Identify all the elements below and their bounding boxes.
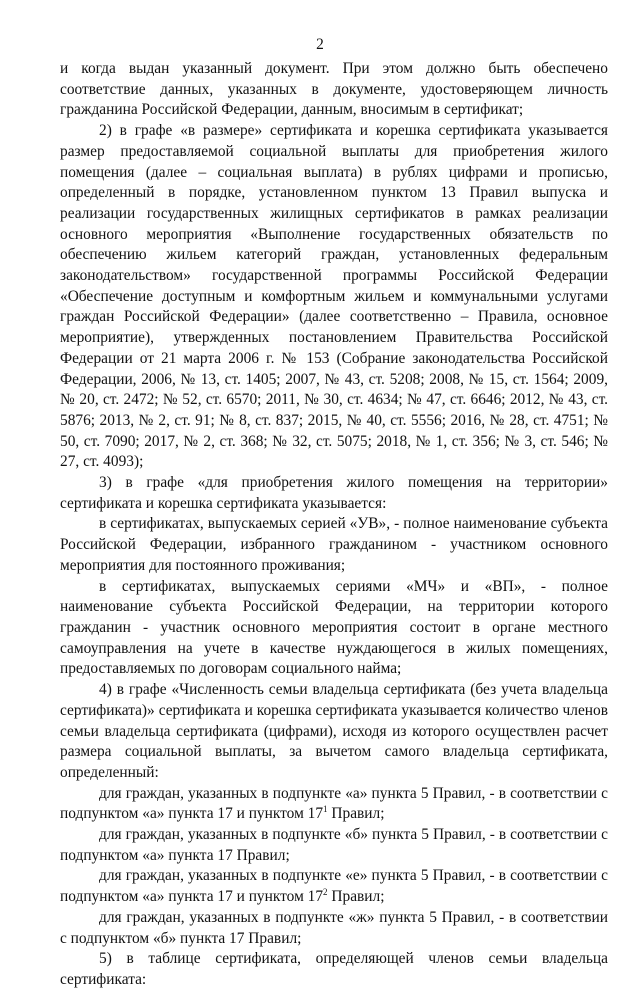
paragraph-item-4-a-tail: Правил;	[327, 805, 385, 823]
paragraph-item-5: 5) в таблице сертификата, определяющей членов семьи владельца сертификата:	[60, 950, 608, 988]
paragraph-item-2: 2) в графе «в размере» сертификата и корешка сертификата указывается размер предоставляемой социальной выплаты для приобретения жилого помещения (далее – социальная выплата) в рублях цифрами и прописью, определенный в порядке, установленном пунктом 13 Правил выпуска и реализации государственных жилищных сертификатов в рамках реализации основного мероприятия «Выполнение государственных обязательств по обеспечению жильем категорий граждан, установленных федеральным законодательством» государственной программы Российской Федерации «Обеспечение доступным и комфортным жильем и коммунальными услугами граждан Российской Федерации» (далее соответственно – Правила, основное мероприятие), утвержденных постановлением Правительства Российской Федерации от 21 марта 2006 г. № 153 (Собрание законодательства Российской Федерации, 2006, № 13, ст. 1405; 2007, № 43, ст. 5208; 2008, № 15, ст. 1564; 2009, № 20, ст. 2472; № 52, ст. 6570; 2011, № 30, ст. 4634; № 47, ст. 6646; 2012, № 43, ст. 5876; 2013, № 2, ст. 91; № 8, ст. 837; 2015, № 40, ст. 5556; 2016, № 28, ст. 4751; № 50, ст. 7090; 2017, № 2, ст. 368; № 32, ст. 5075; 2018, № 1, ст. 356; № 3, ст. 546; № 27, ст. 4093);	[60, 122, 608, 471]
paragraph-item-4-a	[60, 784, 608, 825]
paragraph-item-4-e	[60, 866, 608, 907]
page-number: 2	[316, 36, 324, 53]
paragraph-item-4-zh: для граждан, указанных в подпункте «ж» пункта 5 Правил, - в соответствии с подпунктом «б» пункта 17 Правил;	[60, 908, 608, 947]
paragraph-item-3-mch-vp: в сертификатах, выпускаемых сериями «МЧ» и «ВП», - полное наименование субъекта Российской Федерации, на территории которого гражданин - участник основного мероприятия состоит в органе местного самоуправления на учете в качестве нуждающегося в жилых помещениях, предоставляемых по договорам социального найма;	[60, 577, 608, 678]
paragraph-item-3: 3) в графе «для приобретения жилого помещения на территории» сертификата и корешка сертификата указывается:	[60, 474, 608, 512]
paragraph-item-4-e-sup: 2	[323, 887, 328, 898]
paragraph-item-4-a-sup: 1	[323, 804, 328, 815]
paragraph-item-3-uv: в сертификатах, выпускаемых серией «УВ», - полное наименование субъекта Российской Федерации, избранного гражданином - участником основного мероприятия для постоянного проживания;	[60, 515, 608, 574]
paragraph-item-4-e-tail: Правил;	[327, 888, 385, 906]
paragraph-intro: и когда выдан указанный документ. При этом должно быть обеспечено соответствие данных, указанных в документе, удостоверяющем личность гражданина Российской Федерации, данным, вносимым в сертификат;	[60, 60, 608, 119]
paragraph-item-4-a-text: для граждан, указанных в подпункте «а» пункта 5 Правил, - в соответствии с подпунктом «а» пункта 17 и пунктом 17	[60, 784, 608, 823]
paragraph-item-4-e-text: для граждан, указанных в подпункте «е» пункта 5 Правил, - в соответствии с подпунктом «а» пункта 17 и пунктом 17	[60, 867, 608, 906]
paragraph-item-4-b: для граждан, указанных в подпункте «б» пункта 5 Правил, - в соответствии с подпунктом «а» пункта 17 Правил;	[60, 826, 608, 864]
document-body	[60, 59, 608, 991]
paragraph-item-4: 4) в графе «Численность семьи владельца сертификата (без учета владельца сертификата)» сертификата и корешка сертификата указывается количество членов семьи владельца сертификата (цифрами), исходя из которого осуществлен расчет размера социальной выплаты, за вычетом самого владельца сертификата, определенный:	[60, 681, 608, 781]
